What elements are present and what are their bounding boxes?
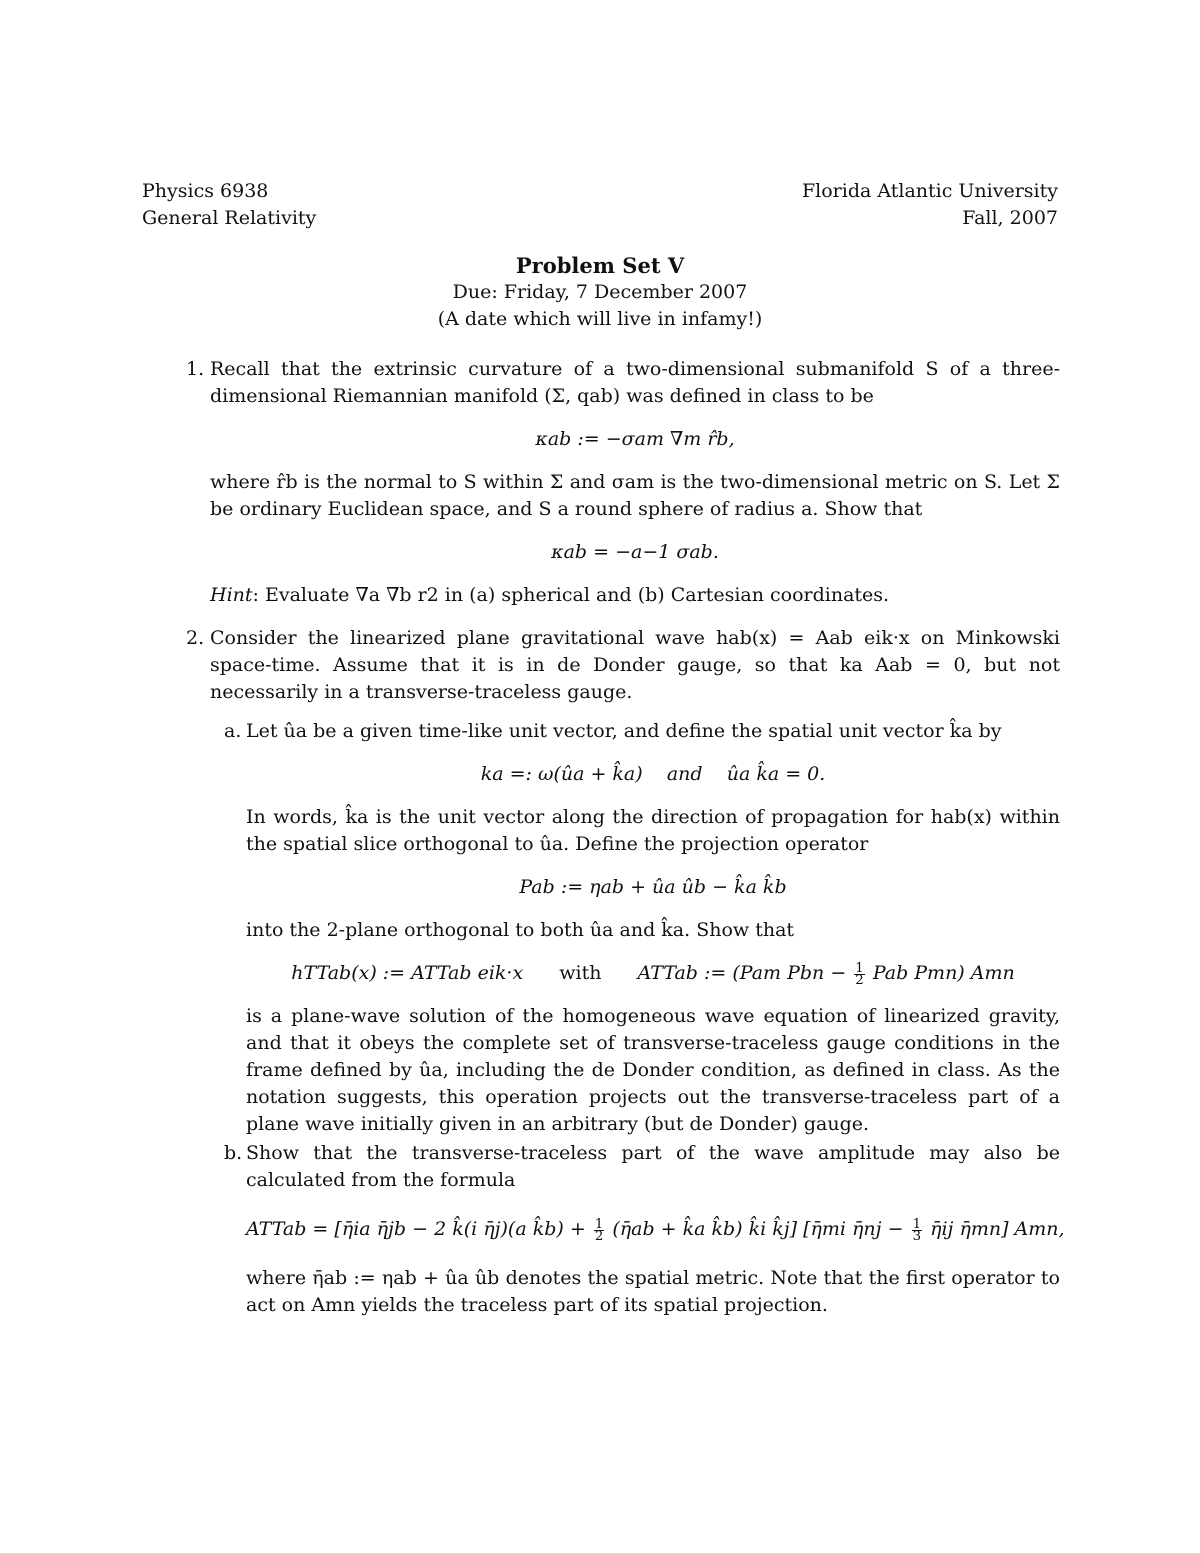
header-right — [802, 178, 1058, 232]
part-b-intro: Show that the transverse-traceless part of the wave amplitude may also be calculated from the formula — [246, 1142, 1060, 1191]
formula-fraction-third: $\frac{1}{3}$ — [912, 1216, 922, 1244]
problem-1-middle-text: where r̂b is the normal to S within Σ and σam is the two-dimensional metric on S. Let Σ be ordinary Euclidean space, and S a round sphere of radius a. Show that — [210, 471, 1060, 520]
hint-text: : Evaluate ∇a ∇b r2 in (a) spherical and (b) Cartesian coordinates. — [252, 584, 890, 606]
part-b-equation-formula — [246, 1216, 1065, 1244]
part-a-equation-projector: Pab := ηab + ûa ûb − k̂a k̂b — [519, 876, 787, 898]
hint-label: Hint — [210, 584, 253, 606]
tt-wave-definition: hTTab(x) := ATTab eik·x — [291, 962, 524, 984]
problem-2-intro: Consider the linearized plane gravitational wave hab(x) = Aab eik·x on Minkowski space-time. Assume that it is in de Donder gauge, so that ka Aab = 0, but not necessarily in a transverse-traceless gauge. — [210, 627, 1060, 703]
problem-1 — [142, 356, 1060, 609]
part-b-conclusion: where η̄ab := ηab + ûa ûb denotes the spatial metric. Note that the first operator to act on Amn yields the traceless part of its spatial projection. — [246, 1267, 1060, 1316]
problem-2-part-b — [210, 1140, 1065, 1319]
problem-1-intro: Recall that the extrinsic curvature of a two-dimensional submanifold S of a three-dimensional Riemannian manifold (Σ, qab) was defined in class to be — [210, 358, 1060, 407]
formula-part-3: η̄ij η̄mn] Amn, — [930, 1218, 1065, 1240]
course-number: Physics 6938 — [142, 180, 269, 202]
term: Fall, 2007 — [962, 207, 1058, 229]
tt-fraction-half: $\frac{1}{2}$ — [855, 960, 864, 988]
formula-fraction-half: $\frac{1}{2}$ — [594, 1216, 604, 1244]
problem-1-equation-result: κab = −a−1 σab. — [551, 541, 719, 563]
tt-amplitude-pre: ATTab := (Pam Pbn − — [637, 962, 847, 984]
tt-amplitude-post: Pab Pmn) Amn — [872, 962, 1015, 984]
university-name: Florida Atlantic University — [801, 180, 1058, 202]
course-name: General Relativity — [142, 207, 317, 229]
formula-part-1: ATTab = [η̄ia η̄jb − 2 k̂(i η̄j)(a k̂b) + — [246, 1218, 586, 1240]
quote: (A date which will live in infamy!) — [437, 308, 763, 330]
tt-with-word: with — [559, 962, 602, 984]
formula-part-2: (η̄ab + k̂a k̂b) k̂i k̂j] [η̄mi η̄nj − — [612, 1218, 904, 1240]
page-title: Problem Set V — [515, 253, 685, 278]
header-left — [142, 178, 316, 232]
part-a-equation-tt — [246, 960, 1060, 987]
part-a-words: In words, k̂a is the unit vector along the direction of propagation for hab(x) within the spatial slice orthogonal to ûa. Define the projection operator — [246, 806, 1060, 855]
problem-2-number: 2. — [186, 627, 205, 649]
problem-1-number: 1. — [186, 358, 205, 380]
problem-1-hint — [210, 582, 1060, 609]
part-a-show: into the 2-plane orthogonal to both ûa and k̂a. Show that — [246, 919, 795, 941]
problem-1-equation-definition: κab := −σam ∇m r̂b, — [535, 428, 735, 450]
problem-2 — [142, 625, 1065, 1319]
part-a-equation-wavevector: ka =: ω(ûa + k̂a) and ûa k̂a = 0. — [480, 763, 826, 785]
part-a-intro: Let ûa be a given time-like unit vector, and define the spatial unit vector k̂a by — [246, 720, 1002, 742]
part-a-conclusion: is a plane-wave solution of the homogeneous wave equation of linearized gravity, and that it obeys the complete set of transverse-traceless gauge conditions in the frame defined by ûa, including the de Donder condition, as defined in class. As the notation suggests, this operation projects out the transverse-traceless part of a plane wave initially given in an arbitrary (but de Donder) gauge. — [246, 1005, 1060, 1135]
problem-2-part-a — [210, 718, 1060, 1138]
title-block — [0, 252, 1200, 333]
problem-list — [142, 356, 1065, 1319]
part-a-label: a. — [224, 720, 242, 742]
part-b-label: b. — [224, 1142, 243, 1164]
due-date: Due: Friday, 7 December 2007 — [452, 281, 748, 303]
